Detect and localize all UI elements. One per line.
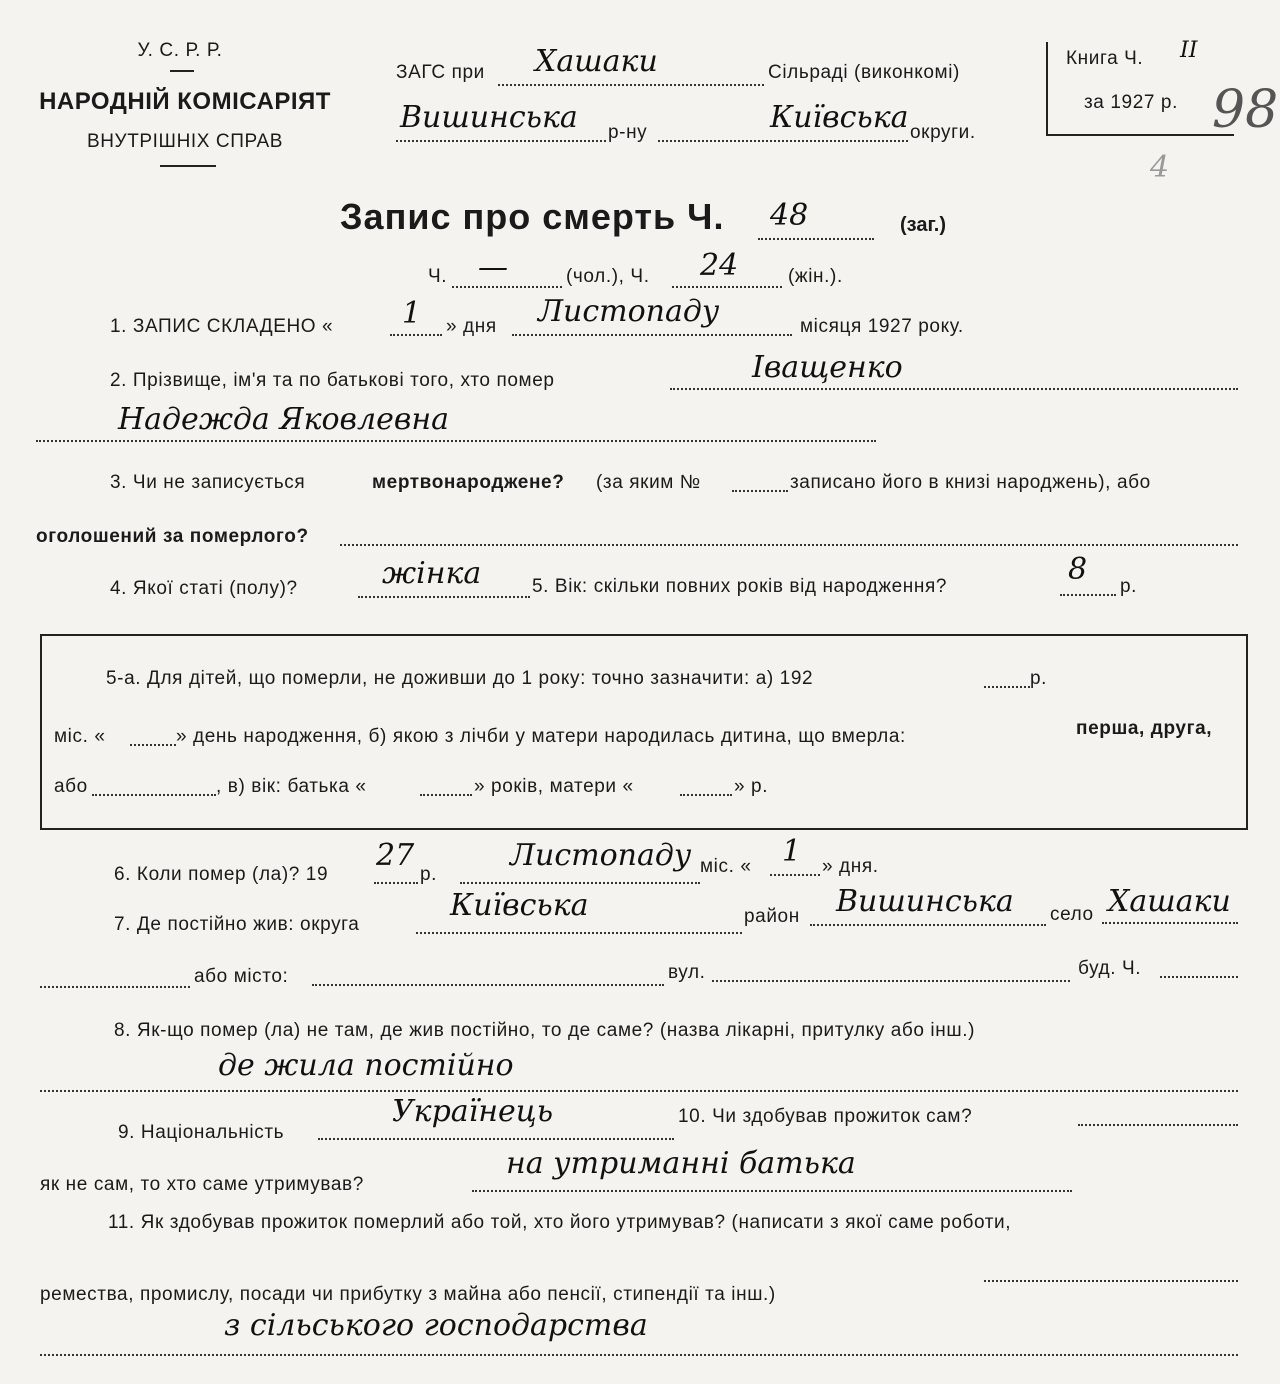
field11-line2: ремества, промислу, посади чи прибутку з майна або пенсії, стипендії та інш.) [40, 1284, 776, 1305]
field7-street-label: вул. [668, 962, 706, 983]
council-label: Сільраді (виконкомі) [768, 62, 960, 83]
field2-name: Надежда Яковлевна [118, 402, 449, 437]
field7-city-label: або місто: [194, 966, 289, 987]
field7-pre-line [40, 986, 190, 988]
infant-line3-a: або [54, 776, 88, 797]
infant-father-line [420, 794, 472, 796]
field3-mid: (за яким № [596, 472, 701, 493]
field6-year: 27 [376, 838, 415, 873]
infant-order-line [92, 794, 216, 796]
field4-label: 4. Якої статі (полу)? [110, 578, 298, 599]
field10-value: на утриманні батька [506, 1146, 856, 1181]
male-value: — [478, 250, 508, 285]
year-label: за 1927 р. [1084, 92, 1178, 113]
infant-line2-a: міс. « [54, 726, 106, 747]
field7-house-label: буд. Ч. [1078, 958, 1142, 979]
book-number: II [1180, 38, 1198, 63]
field8-value: де жила постійно [218, 1048, 514, 1083]
field6-month-line [460, 882, 700, 884]
field7-selo-label: село [1050, 904, 1094, 925]
field5-label: 5. Вік: скільки повних років від народження? [532, 576, 948, 597]
field5-line [1060, 594, 1116, 596]
zags-value: Хашаки [535, 44, 658, 79]
field8-label: 8. Як-що помер (ла) не там, де жив постійно, то де саме? (назва лікарні, притулку або інш.) [114, 1020, 975, 1041]
field7-city-line [312, 984, 664, 986]
district-label: р-ну [608, 122, 648, 143]
field10-line [1078, 1124, 1238, 1126]
female-label: (жін.). [788, 266, 843, 287]
infant-line3-b: , в) вік: батька « [216, 776, 367, 797]
field4-value: жінка [382, 556, 482, 591]
zags-label: ЗАГС при [396, 62, 485, 83]
field7-rayon-label: район [744, 906, 800, 927]
infant-line2-bold: перша, друга, [1076, 718, 1213, 739]
field11-label: 11. Як здобував прожиток померлий або той, хто його утримував? (написати з якої саме роботи, [108, 1212, 1012, 1233]
okrug-line [658, 140, 908, 142]
field7-rayon: Вишинська [836, 884, 1014, 919]
infant-line3-d: » р. [734, 776, 769, 797]
field10-line2: як не сам, то хто саме утримував? [40, 1174, 364, 1195]
field7-okrug: Київська [450, 888, 589, 923]
field6-month: Листопаду [510, 838, 692, 873]
commissariat-subtitle: ВНУТРІШНІХ СПРАВ [86, 131, 284, 152]
commissariat-title: НАРОДНІЙ КОМІСАРІЯТ [39, 88, 331, 115]
field3-bold: мертвонароджене? [372, 472, 565, 493]
male-line [452, 286, 562, 288]
field6-r: р. [420, 864, 438, 885]
field2-surname: Іващенко [752, 350, 903, 385]
field5-unit: р. [1120, 576, 1138, 597]
okrug-label: округи. [910, 122, 976, 143]
infant-mother-line [680, 794, 732, 796]
field3-line2: оголошений за померлого? [36, 526, 309, 547]
record-number-line [758, 238, 874, 240]
field6-day: 1 [782, 834, 802, 869]
field5-value: 8 [1068, 552, 1088, 587]
field2-label: 2. Прізвище, ім'я та по батькові того, хто помер [110, 370, 555, 391]
field1-mid: » дня [446, 316, 497, 337]
field11-value: з сільського господарства [224, 1308, 648, 1343]
field6-end: » дня. [822, 856, 879, 877]
male-prefix: Ч. [428, 266, 448, 287]
field2-line [670, 388, 1238, 390]
field7-okrug-line [416, 932, 742, 934]
field7-selo-line [1102, 922, 1238, 924]
field1-end: місяця 1927 року. [800, 316, 964, 337]
field6-day-line [770, 874, 820, 876]
field1-month: Листопаду [538, 294, 720, 329]
district-line [396, 140, 606, 142]
field9-value: Українець [392, 1094, 554, 1129]
field9-label: 9. Національність [118, 1122, 285, 1143]
field11-line-b [40, 1354, 1238, 1356]
margin-note: 98 [1212, 80, 1279, 140]
infant-line1: 5-а. Для дітей, що померли, не доживши до 1 року: точно зазначити: а) 192 [106, 668, 814, 689]
field4-line [358, 596, 530, 598]
field7-rayon-line [810, 924, 1046, 926]
field7-house-line [1160, 976, 1238, 978]
field1-label: 1. ЗАПИС СКЛАДЕНО « [110, 316, 334, 337]
record-title: Запис про смерть Ч. [340, 196, 725, 237]
field3-number-line [732, 490, 788, 492]
field3-end: записано його в книзі народжень), або [790, 472, 1151, 493]
field10-label: 10. Чи здобував прожиток сам? [678, 1106, 973, 1127]
field7-selo: Хашаки [1108, 884, 1231, 919]
field7-label: 7. Де постійно жив: округа [114, 914, 360, 935]
field11-line-a [984, 1280, 1238, 1282]
record-number: 48 [770, 198, 809, 233]
field9-line [318, 1138, 674, 1140]
female-line [672, 286, 782, 288]
infant-line3-c: » років, матери « [474, 776, 634, 797]
field3-label: 3. Чи не записується [110, 472, 306, 493]
infant-year-line [984, 686, 1030, 688]
book-label: Книга Ч. [1066, 48, 1144, 69]
infant-line2-b: » день народження, б) якою з лічби у матери народилась дитина, що вмерла: [176, 726, 906, 747]
field6-label: 6. Коли помер (ла)? 19 [114, 864, 329, 885]
field1-day-line [390, 334, 442, 336]
field10-supporter-line [472, 1190, 1072, 1192]
record-suffix: (заг.) [900, 214, 947, 236]
field6-year-line [374, 882, 418, 884]
male-label: (чол.), Ч. [566, 266, 650, 287]
field3-line [340, 544, 1238, 546]
field1-day: 1 [402, 296, 422, 331]
okrug-value: Київська [770, 100, 909, 135]
zags-line [498, 84, 764, 86]
field8-line [40, 1090, 1238, 1092]
field7-street-line [712, 980, 1070, 982]
header-dash [170, 70, 194, 72]
district-value: Вишинська [400, 100, 578, 135]
margin-note-2: 4 [1150, 150, 1170, 185]
field1-month-line [512, 334, 792, 336]
female-value: 24 [700, 248, 739, 283]
infant-month-line [130, 744, 176, 746]
republic-label: У. С. Р. Р. [137, 40, 223, 61]
infant-line1-end: р. [1030, 668, 1048, 689]
field2-line2 [36, 440, 876, 442]
header-underline [160, 165, 216, 167]
field6-mis: міс. « [700, 856, 752, 877]
